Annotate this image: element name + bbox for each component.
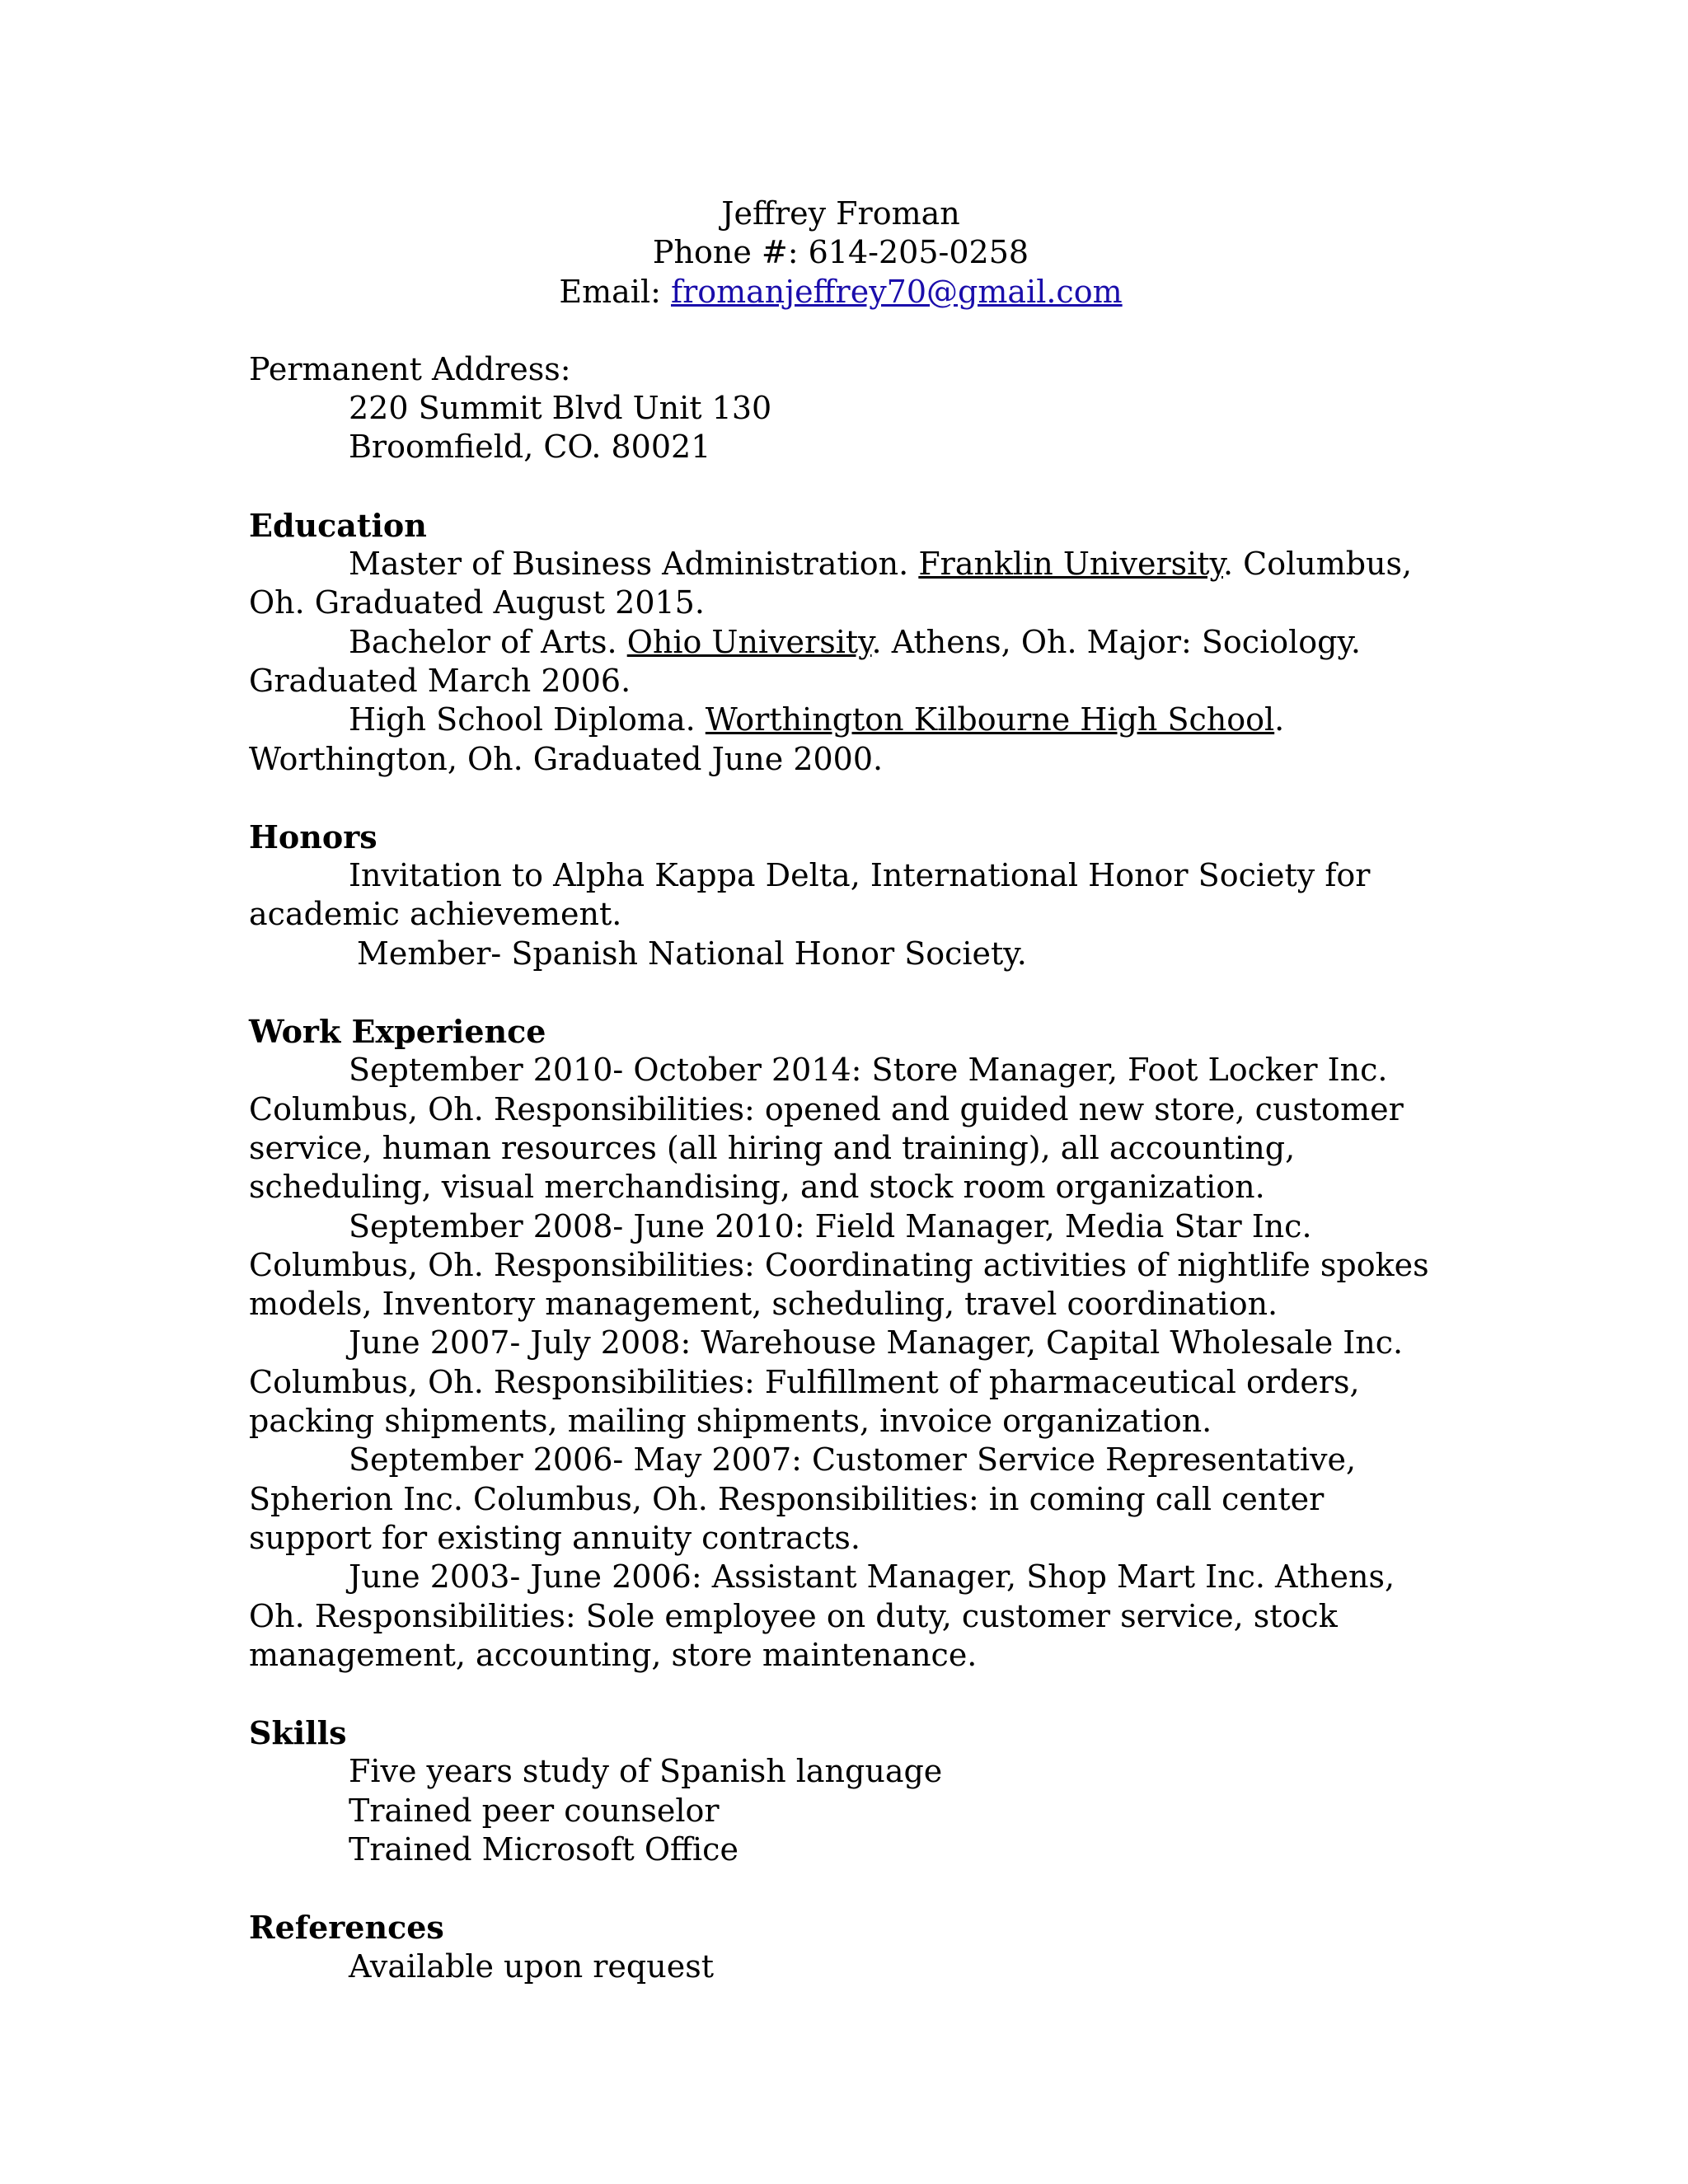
address-label: Permanent Address: xyxy=(249,350,571,387)
address-line-2: Broomfield, CO. 80021 xyxy=(349,429,711,466)
address-line-1: 220 Summit Blvd Unit 130 xyxy=(349,390,772,427)
honor-item: Invitation to Alpha Kappa Delta, International Honor Society for academic achievement. xyxy=(249,857,1371,933)
skill-item: Trained peer counselor xyxy=(349,1792,720,1829)
degree: Master of Business Administration. xyxy=(349,546,909,583)
degree: High School Diploma. xyxy=(349,701,696,738)
education-item xyxy=(249,701,1441,779)
honors-section xyxy=(249,818,1441,973)
honor-item: Member- Spanish National Honor Society. xyxy=(357,935,1027,972)
work-section xyxy=(249,1012,1441,1675)
education-item xyxy=(249,545,1441,623)
school-name: Ohio University xyxy=(626,623,872,660)
work-item: September 2006- May 2007: Customer Service Representative, Spherion Inc. Columbus, Oh. Responsibilities: in coming call center support for existing annuity contracts. xyxy=(249,1441,1357,1556)
education-details: . Worthington, Oh. Graduated June 2000. xyxy=(249,701,1285,777)
address-section xyxy=(249,350,1441,467)
email-line xyxy=(249,273,1432,312)
references-heading: References xyxy=(249,1909,444,1947)
school-name: Worthington Kilbourne High School xyxy=(705,701,1275,738)
skill-item: Five years study of Spanish language xyxy=(349,1753,943,1790)
education-details: . Athens, Oh. Major: Sociology. Graduated March 2006. xyxy=(249,623,1361,699)
references-section xyxy=(249,1908,1441,1986)
education-details: . Columbus, Oh. Graduated August 2015. xyxy=(249,546,1413,621)
work-item: September 2010- October 2014: Store Manager, Foot Locker Inc. Columbus, Oh. Responsibilities: opened and guided new store, customer service, human resources (all hiring and training), all accounting, scheduling, visual merchandising, and stock room organization. xyxy=(249,1052,1404,1206)
work-item: June 2003- June 2006: Assistant Manager, Shop Mart Inc. Athens, Oh. Responsibilities: Sole employee on duty, customer service, stock management, accounting, store maintenance. xyxy=(249,1558,1395,1673)
skills-heading: Skills xyxy=(249,1714,347,1752)
work-heading: Work Experience xyxy=(249,1013,546,1051)
education-section xyxy=(249,506,1441,779)
degree: Bachelor of Arts. xyxy=(349,623,617,660)
skill-item: Trained Microsoft Office xyxy=(349,1830,738,1868)
phone-number: Phone #: 614-205-0258 xyxy=(652,234,1029,271)
email-label: Email: xyxy=(559,273,661,310)
skills-section xyxy=(249,1713,1441,1869)
education-item xyxy=(249,623,1441,701)
school-name: Franklin University xyxy=(918,546,1223,583)
email-link[interactable]: fromanjeffrey70@gmail.com xyxy=(671,273,1123,310)
work-item: June 2007- July 2008: Warehouse Manager, Capital Wholesale Inc. Columbus, Oh. Responsibilities: Fulfillment of pharmaceutical orders, packing shipments, mailing shipments, invoice organization. xyxy=(249,1324,1404,1440)
applicant-name: Jeffrey Froman xyxy=(721,195,960,232)
education-heading: Education xyxy=(249,506,427,544)
references-text: Available upon request xyxy=(349,1947,714,1985)
resume-header xyxy=(249,194,1432,312)
work-item: September 2008- June 2010: Field Manager, Media Star Inc. Columbus, Oh. Responsibilities: Coordinating activities of nightlife spokes models, Inventory management, scheduling, travel coordination. xyxy=(249,1207,1429,1323)
honors-heading: Honors xyxy=(249,818,377,855)
